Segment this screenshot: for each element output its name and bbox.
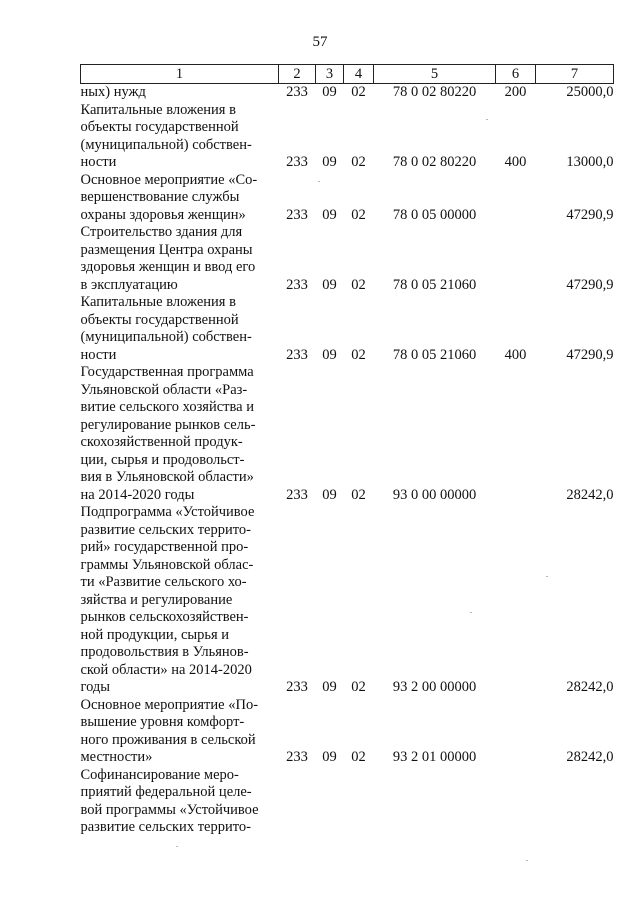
header-col-csr: 5	[374, 65, 496, 84]
cell-sum: 28242,0	[566, 679, 614, 695]
page-number: 57	[312, 34, 328, 50]
name-line: ности	[80, 154, 117, 170]
name-line: ной продукции, сырья и	[80, 626, 230, 643]
cell-pr: 02	[351, 206, 366, 223]
scan-speck	[318, 181, 320, 182]
cell-name	[81, 172, 279, 225]
cell-csr	[374, 767, 496, 837]
cell-name	[81, 767, 279, 837]
name-line: вышение уровня комфорт-	[80, 714, 245, 730]
cell-sum: 47290,9	[566, 346, 614, 363]
cell-gr: 233	[286, 84, 308, 100]
name-line: размещения Центра охраны	[80, 241, 253, 258]
cell-pr: 02	[351, 276, 366, 293]
name-line: ности	[80, 346, 117, 363]
table-row	[81, 102, 614, 172]
cell-name	[81, 224, 279, 294]
cell-rz: 09	[322, 276, 337, 293]
name-line: скохозяйственной продук-	[80, 434, 243, 450]
name-line: развитие сельских террито-	[80, 521, 251, 538]
name-line: на 2014-2020 годы	[80, 486, 195, 503]
name-line: ции, сырья и продовольст-	[80, 451, 245, 468]
cell-name	[81, 364, 279, 504]
header-col-gr: 2	[279, 65, 316, 84]
name-line: развитие сельских террито-	[80, 819, 251, 835]
cell-pr: 02	[351, 154, 366, 170]
header-col-sum: 7	[536, 65, 614, 84]
table-header	[81, 65, 614, 84]
header-col-pr: 4	[344, 65, 374, 84]
table-body	[81, 84, 614, 837]
cell-sum: 47290,9	[566, 276, 614, 293]
cell-name	[81, 697, 279, 767]
cell-name	[81, 504, 279, 697]
scan-speck	[486, 119, 488, 120]
header-col-vr: 6	[496, 65, 536, 84]
table-row	[81, 84, 614, 102]
cell-rz: 09	[322, 346, 337, 363]
name-line: витие сельского хозяйства и	[80, 399, 254, 415]
name-line: годы	[80, 679, 111, 695]
cell-name	[81, 294, 279, 364]
cell-gr: 233	[286, 154, 308, 170]
table-row	[81, 172, 614, 225]
scan-speck	[176, 846, 178, 847]
cell-name	[81, 102, 279, 172]
header-row	[81, 65, 614, 84]
cell-rz: 09	[322, 154, 337, 170]
header-col-name: 1	[81, 65, 279, 84]
cell-csr: 78 0 05 00000	[392, 206, 477, 223]
name-line: Капитальные вложения в	[80, 294, 236, 310]
cell-vr	[496, 364, 536, 504]
name-line: Строительство здания для	[80, 224, 243, 240]
name-line: рынков сельскохозяйствен-	[80, 609, 249, 625]
cell-vr	[496, 504, 536, 697]
name-line: Подпрограмма «Устойчивое	[80, 504, 255, 520]
name-line: объекты государственной	[80, 311, 239, 328]
table-row	[81, 364, 614, 504]
cell-csr: 78 0 02 80220	[392, 154, 477, 170]
cell-rz: 09	[322, 749, 337, 765]
scan-speck	[526, 860, 528, 861]
cell-gr: 233	[286, 346, 308, 363]
name-line: охраны здоровья женщин»	[80, 206, 246, 223]
cell-vr: 400	[504, 154, 527, 170]
cell-pr	[344, 767, 374, 837]
name-line: приятий федеральной целе-	[80, 784, 252, 800]
cell-pr: 02	[351, 749, 366, 765]
cell-pr: 02	[351, 679, 366, 695]
name-line: (муниципальной) собствен-	[80, 329, 252, 345]
cell-vr	[496, 172, 536, 225]
cell-csr: 78 0 05 21060	[392, 346, 477, 363]
cell-sum: 47290,9	[566, 206, 614, 223]
name-line: объекты государственной	[80, 119, 239, 135]
cell-gr: 233	[286, 276, 308, 293]
name-line: Государственная программа	[80, 364, 254, 380]
cell-sum: 13000,0	[566, 154, 614, 170]
cell-sum: 25000,0	[566, 84, 614, 100]
name-line: Капитальные вложения в	[80, 101, 236, 118]
scan-speck	[470, 612, 472, 613]
cell-csr: 93 0 00 00000	[392, 486, 477, 503]
cell-rz: 09	[322, 486, 337, 503]
cell-rz: 09	[322, 679, 337, 695]
cell-gr: 233	[286, 206, 308, 223]
name-line: зяйства и регулирование	[80, 591, 233, 608]
cell-gr	[279, 767, 316, 837]
name-line: вия в Ульяновской области»	[80, 469, 254, 485]
name-line: граммы Ульяновской облас-	[80, 556, 254, 573]
name-line: вершенствование службы	[80, 189, 240, 205]
table-row	[81, 504, 614, 697]
scan-speck	[546, 576, 548, 577]
cell-vr	[496, 697, 536, 767]
cell-pr: 02	[351, 346, 366, 363]
name-line: Основное мероприятие «По-	[80, 696, 259, 713]
cell-vr	[496, 767, 536, 837]
cell-pr: 02	[351, 486, 366, 503]
cell-vr: 400	[504, 346, 527, 363]
name-line: в эксплуатацию	[80, 276, 178, 293]
cell-csr: 78 0 02 80220	[392, 84, 477, 100]
name-line: местности»	[80, 749, 153, 765]
cell-csr: 78 0 05 21060	[392, 276, 477, 293]
cell-rz: 09	[322, 206, 337, 223]
cell-sum: 28242,0	[566, 749, 614, 765]
cell-gr: 233	[286, 749, 308, 765]
table-row	[81, 697, 614, 767]
name-line: здоровья женщин и ввод его	[80, 259, 256, 275]
table-row	[81, 767, 614, 837]
name-line: ской области» на 2014-2020	[80, 661, 252, 678]
cell-name	[81, 84, 279, 102]
name-line: ти «Развитие сельского хо-	[80, 574, 247, 590]
name-line: регулирование рынков сель-	[80, 416, 256, 433]
cell-gr: 233	[286, 486, 308, 503]
table-row	[81, 294, 614, 364]
cell-vr	[496, 224, 536, 294]
cell-gr: 233	[286, 679, 308, 695]
header-col-rz: 3	[316, 65, 344, 84]
name-line: Основное мероприятие «Со-	[80, 171, 258, 188]
cell-sum: 28242,0	[566, 486, 614, 503]
name-line: Софинансирование меро-	[80, 766, 239, 783]
cell-pr: 02	[351, 84, 366, 100]
budget-table	[80, 64, 614, 837]
name-line: вой программы «Устойчивое	[80, 801, 259, 818]
name-line: продовольствия в Ульянов-	[80, 644, 249, 660]
name-line: (муниципальной) собствен-	[80, 136, 252, 153]
cell-sum	[536, 767, 614, 837]
name-line: Ульяновской области «Раз-	[80, 381, 248, 398]
name-line: ного проживания в сельской	[80, 731, 256, 748]
name-line: рий» государственной про-	[80, 539, 249, 555]
table-row	[81, 224, 614, 294]
cell-csr: 93 2 01 00000	[392, 749, 477, 765]
cell-vr: 200	[504, 84, 527, 100]
cell-csr: 93 2 00 00000	[392, 679, 477, 695]
name-line: ных) нужд	[80, 84, 146, 100]
cell-rz	[316, 767, 344, 837]
cell-rz: 09	[322, 84, 337, 100]
